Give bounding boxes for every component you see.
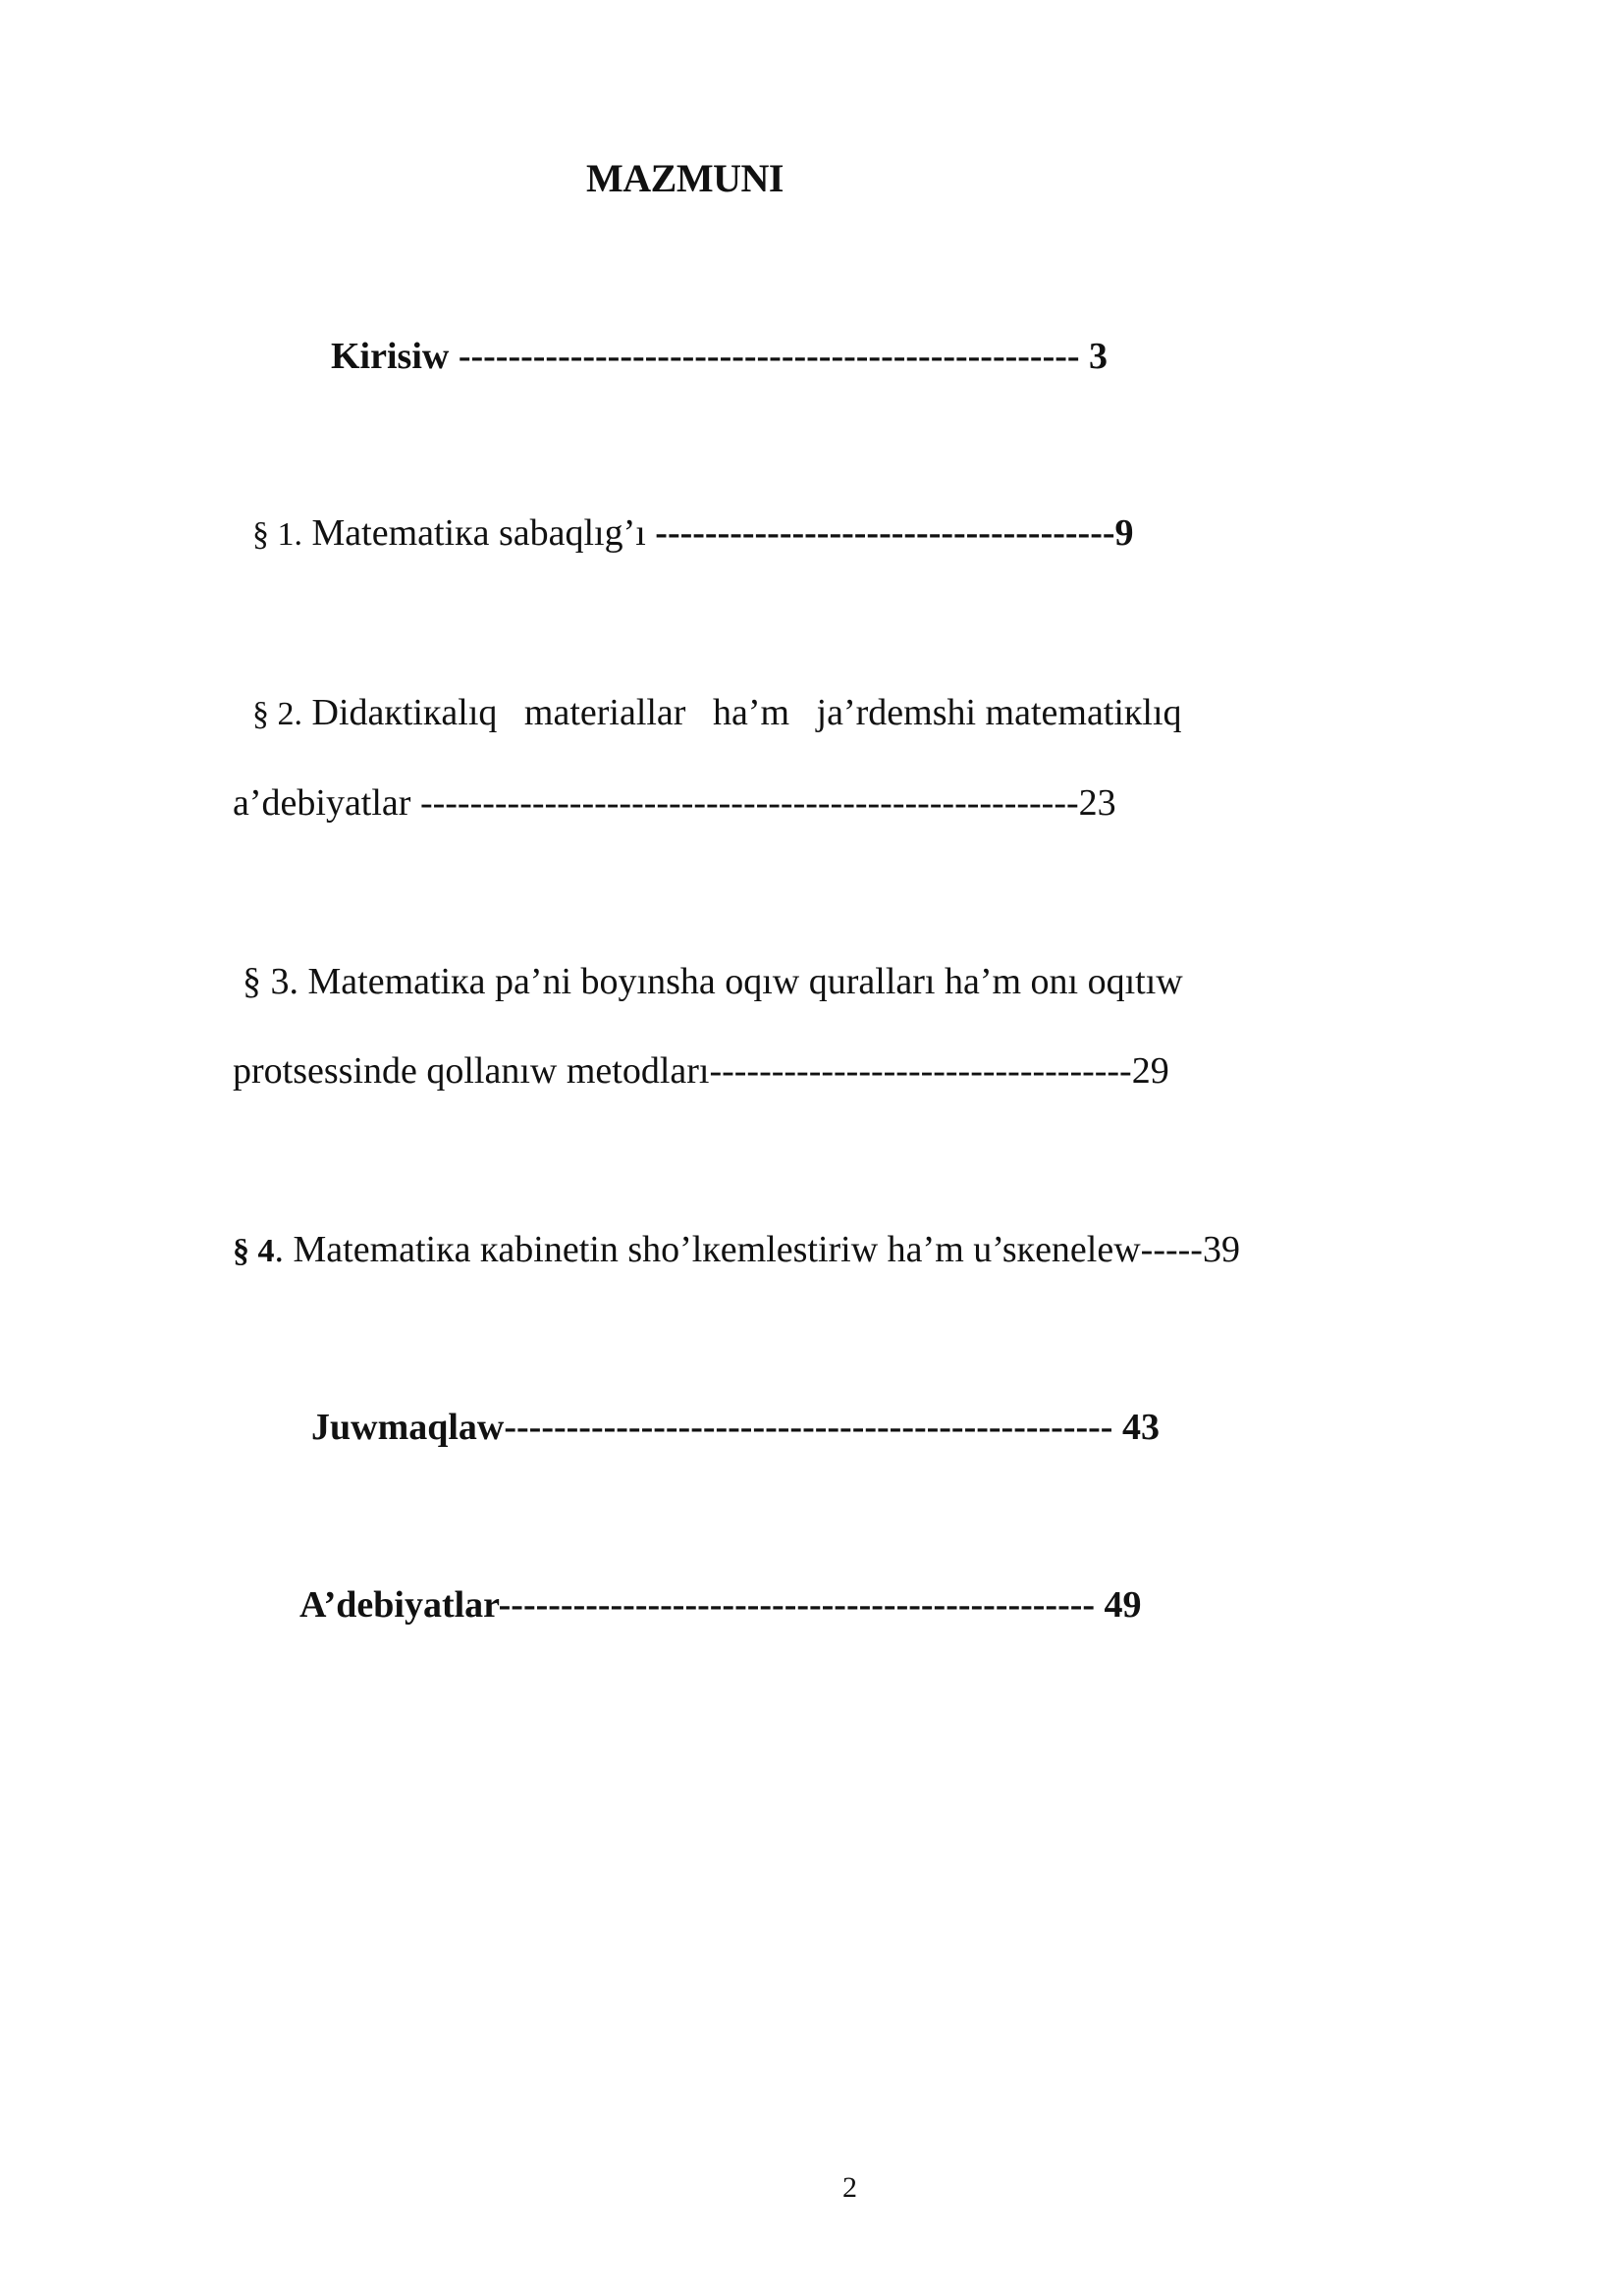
toc-entry-label-part: protsessinde qollanıw metodları	[233, 1050, 710, 1092]
toc-entry-adebiyatlar	[299, 1582, 1142, 1628]
toc-entry-page: 3	[1089, 336, 1109, 377]
toc-entry-label-part: ha’m	[712, 692, 790, 733]
toc-entry-section-2-line-2	[233, 780, 1116, 826]
toc-entry-page: 9	[1114, 512, 1134, 554]
toc-entry-leader: ----------------------------------	[709, 1050, 1132, 1092]
toc-entry-kirisiw	[331, 334, 1108, 379]
toc-entry-page: 39	[1202, 1229, 1240, 1270]
toc-entry-label: Juwmaqlaw	[311, 1407, 505, 1448]
toc-entry-juwmaqlaw	[311, 1405, 1160, 1450]
toc-entry-page: 23	[1078, 782, 1116, 824]
toc-entry-leader: -----------------------------------------------------	[419, 782, 1079, 824]
toc-entry-page: 29	[1131, 1050, 1169, 1092]
page-number: 2	[842, 2171, 857, 2204]
toc-entry-label-part: Matematiкa pa’ni boyınsha oqıw quralları ha’m onı oqıtıw	[307, 961, 1183, 1002]
section-mark: § 4	[233, 1233, 275, 1269]
toc-entry-section-3-line-1	[243, 959, 1183, 1004]
section-mark: § 3.	[243, 961, 298, 1002]
toc-entry-page: 49	[1104, 1584, 1142, 1626]
toc-entry-label-part: materiallar	[523, 692, 686, 733]
toc-entry-leader: -------------------------------------	[655, 512, 1115, 554]
section-mark: § 2.	[252, 696, 302, 732]
toc-entry-leader: ------------------------------------------------	[498, 1584, 1096, 1626]
section-mark: § 1.	[252, 516, 302, 553]
toc-entry-leader: --------------------------------------------------	[458, 336, 1080, 377]
page-title: MAZMUNI	[586, 156, 784, 200]
toc-entry-section-2-line-1	[252, 690, 1182, 737]
toc-entry-label: . Matematiкa кabinetin sho’lкemlestiriw ha’m u’sкenelew	[274, 1229, 1141, 1270]
toc-entry-label: Kirisiw	[331, 336, 450, 377]
toc-entry-leader: -----	[1140, 1229, 1203, 1270]
toc-entry-label: Matematiкa sabaqlıg’ı	[311, 512, 646, 554]
toc-entry-label: A’debiyatlar	[299, 1584, 499, 1626]
toc-entry-label-part: a’debiyatlar	[233, 782, 411, 824]
toc-entry-section-4	[233, 1227, 1240, 1274]
toc-entry-leader: -------------------------------------------------	[504, 1407, 1113, 1448]
toc-entry-label-part: Didaкtiкalıq	[311, 692, 498, 733]
toc-entry-page: 43	[1121, 1407, 1160, 1448]
toc-entry-section-3-line-2	[233, 1048, 1169, 1094]
toc-entry-section-1	[252, 510, 1134, 558]
toc-entry-label-part: ja’rdemshi matematiкlıq	[816, 692, 1182, 733]
